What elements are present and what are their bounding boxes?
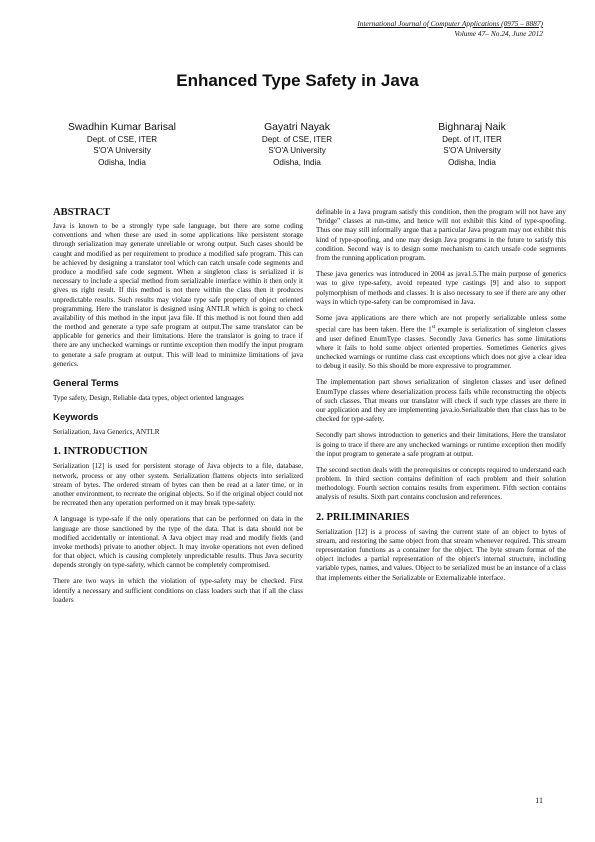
author-block [37,121,207,168]
preliminaries-heading: 2. PRILIMINARIES [316,511,410,523]
author-univ: S'O'A University [93,146,151,156]
author-block [387,121,557,168]
author-dept: Dept. of CSE, ITER [86,135,158,144]
right-column [316,208,566,590]
paragraph [316,314,566,372]
introduction-heading: 1. INTRODUCTION [53,446,148,458]
paragraph: definable in a Java program satisfy this condition, then the program will not have any "bridge" classes at run-time, and hence will not exhibit this kind of type-spoofing. Thus one may still informally argue that a particular Java program may not exhibit this kind of type-spoofing, and one may design Java programs in the future to satisfy this condition. Second way is to design some mechanism to catch unsafe code segments from the running application program. [316,208,566,262]
left-column [53,206,303,612]
author-univ: S'O'A University [443,146,501,156]
paragraph: A language is type-safe if the only operations that can be performed on data in the language are those sanctioned by the type of the data. That is data should not be modified accidentally or intentional. A Java object may read and modify fields (and invoke methods) private to another object. It may invoke operations not even defined for that object, which is causing completely unpredictable results. Thus Java security depends strongly on type-safety, which cannot be completely compromised. [53,515,303,570]
paragraph: Secondly part shows introduction to generics and their limitations. Here the translator is going to trace if there are any unchecked warnings or runtime exception then modify the input program to generate a safe program at output. [316,431,566,458]
paragraph-text: example is serialization of singleton classes and user defined EnumType classes. Secondly Java Generics has some limitations where it fails to hold some object oriented properties. Sometimes Generics gives unchecked warnings or runtime class cast exceptions which does not give a clear idea to debug it easily. So this should be more expressive to programmer. [316,325,566,371]
paragraph: These java generics was introduced in 2004 as java1.5.The main purpose of generics was to give type-safety, avoid repeated type castings [9] and also to support polymorphism of methods and classes. It is also necessary to see if there are any other ways in which type-safety can be compromised in Java. [316,270,566,306]
journal-header [357,19,543,39]
author-name: Swadhin Kumar Barisal [68,122,176,133]
superscript: st [431,325,436,331]
author-place: Odisha, India [98,157,146,167]
keywords-heading: Keywords [53,412,99,424]
author-dept: Dept. of CSE, ITER [261,135,333,144]
abstract-heading: ABSTRACT [53,207,111,218]
author-dept: Dept. of IT, ITER [442,135,502,144]
author-block [212,121,382,168]
keywords-text: Serialization, Java Generics, ANTLR [53,428,160,437]
paragraph: There are two ways in which the violation of type-safety may be checked. First identify a necessary and sufficient conditions on class loaders such that if all the class loaders [53,577,303,604]
author-place: Odisha, India [448,157,496,167]
author-name: Bighnaraj Naik [438,122,506,133]
page-number: 11 [535,796,543,805]
abstract-text: Java is known to be a strongly type safe language, but there are some coding conventions and when these are used in some applications like persistent storage through serialization may generate unreliable or wrong output. Such cases should be caught and modified as per requirement to produce a modified safe program. This can be achieved by designing a translator tool which can catch unsafe code segments and produce a modified safe code segment. When a singleton class is serialized it is necessary to include a special method from serializable interface within it then only it gives us right result. If this method is not there within the class then it produces unpredictable results. Such results may violate type safe property of object oriented programming. Here the translator is designed using ANTLR which is going to check availability of this method in the input java file. If this method is not found then add the method and generate a type safe program at output.The same translator can be applicable for generics and their limitations. Here the translator is going to trace if there are any unchecked warnings or runtime exception then modify the input program to generate a safe program at output. This will lead to minimize limitations of java generics. [53,222,303,368]
journal-name: International Journal of Computer Applications (0975 – 8887) [357,19,543,28]
general-terms-text: Type safety, Design, Reliable data types, object oriented languages [53,394,244,402]
author-place: Odisha, India [273,157,321,167]
journal-volume: Volume 47– No.24, June 2012 [454,29,543,38]
author-univ: S'O'A University [268,146,326,156]
paragraph: The implementation part shows serialization of singleton classes and user defined EnumType classes where deserialization process fails while reconstructing the objects of such classes. That means our translator will check if such type classes are there in our application and they are implementing java.io.Serializable then that class has to be checked for type-safety. [316,378,566,424]
author-name: Gayatri Nayak [264,122,330,133]
paragraph: Serialization [12] is a process of saving the current state of an object to bytes of stream, and restoring the same object from that stream whenever required. This stream representation functions as a container for the object. The byte stream format of the object includes a partial representation of the object's internal structure, including variable types, names, and values. Object to be serialized must be an instance of a class that implements either the Serializable or Externalizable interface. [316,527,566,582]
general-terms-heading: General Terms [53,378,119,389]
paragraph: Serialization [12] is used for persistent storage of Java objects to a file, database, network, process or any other system. Serialization flattens objects into serialized stream of bytes. The ordered stream of bytes can then be read at a later time, or in another environment, to recreate the original objects. So if the original object could not be recreated then any operation performed on it may break type-safety. [53,462,303,508]
paper-title: Enhanced Type Safety in Java [176,71,419,90]
paragraph-text: Some java applications are there which are not properly serializable unless some special care has been taken. Here the 1 [316,313,566,334]
paragraph: The second section deals with the prerequisites or concepts required to understand each problem. In third section contains definition of each problem and their solution methodology. Fourth section contains results from experiment. Fifth section contains analysis of results. Sixth part contains conclusion and references. [316,465,566,502]
